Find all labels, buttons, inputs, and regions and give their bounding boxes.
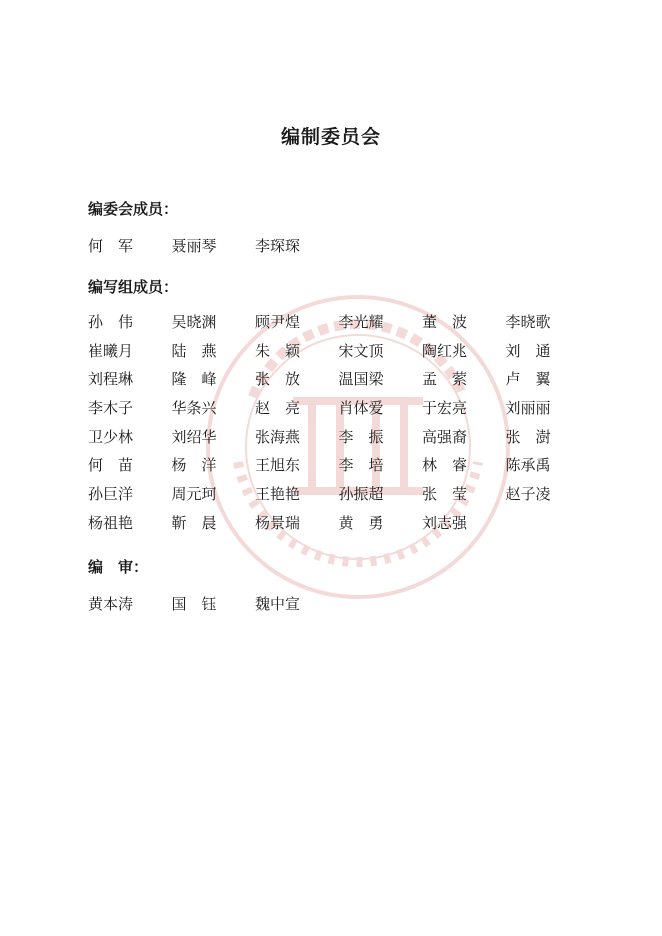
member-name: 崔曦月 [88,341,134,360]
member-name: 周元珂 [171,485,217,504]
member-name: 王旭东 [255,456,301,475]
member-name: 张海燕 [255,427,301,446]
editorial-committee-label: 编委会成员： [88,200,179,218]
member-name: 陆 燕 [171,341,217,360]
member-name: 刘绍华 [171,427,217,446]
review-label: 编 审： [88,558,149,576]
member-name: 刘丽丽 [505,399,551,418]
member-name: 赵子凌 [505,485,551,504]
member-name: 于宏亮 [422,399,468,418]
writing-group-label: 编写组成员： [88,278,179,296]
member-name: 黄本涛 [88,595,134,613]
member-name: 魏中宣 [255,595,301,613]
member-name: 靳 晨 [171,513,217,532]
member-name: 杨景瑞 [255,513,301,532]
member-name: 何 苗 [88,456,134,475]
member-name: 杨祖艳 [88,513,134,532]
member-name: 聂丽琴 [171,237,217,255]
member-name: 张 澍 [505,427,551,446]
member-name: 温国梁 [338,370,384,389]
member-name: 林 睿 [422,456,468,475]
member-name: 朱 颖 [255,341,301,360]
member-name: 李光耀 [338,313,384,331]
member-name: 刘 通 [505,341,551,360]
member-name: 李木子 [88,399,134,418]
member-name: 卫少林 [88,427,134,446]
page-title: 编制委员会 [280,126,381,148]
member-name: 吴晓渊 [171,313,217,331]
member-name: 国 钰 [171,595,217,613]
member-name: 李 振 [338,427,384,446]
member-name: 孙振超 [338,485,384,504]
member-name: 董 波 [422,313,468,331]
member-name: 隆 峰 [171,370,217,389]
member-name: 高强裔 [422,427,468,446]
member-name: 孙巨洋 [88,485,134,504]
member-name: 孟 萦 [422,370,468,389]
writing-group-list [88,308,589,538]
member-name: 肖体爱 [338,399,384,418]
member-name: 华条兴 [171,399,217,418]
member-name: 李 培 [338,456,384,475]
member-name: 王艳艳 [255,485,301,504]
member-name: 何 军 [88,237,134,255]
member-name: 李晓歌 [505,313,551,331]
member-name: 陶红兆 [422,341,468,360]
member-name: 张 莹 [422,485,468,504]
member-name: 刘志强 [422,513,468,532]
editorial-committee-list [88,232,589,261]
member-name: 宋文顶 [338,341,384,360]
member-name: 刘程琳 [88,370,134,389]
member-name: 孙 伟 [88,313,134,331]
member-name: 杨 洋 [171,456,217,475]
member-name: 陈承禹 [505,456,551,475]
member-name: 李琛琛 [255,237,301,255]
member-name: 赵 亮 [255,399,301,418]
member-name: 张 放 [255,370,301,389]
member-name: 卢 翼 [505,370,551,389]
member-name: 顾尹煌 [255,313,301,331]
review-list [88,590,589,619]
member-name: 黄 勇 [338,513,384,532]
